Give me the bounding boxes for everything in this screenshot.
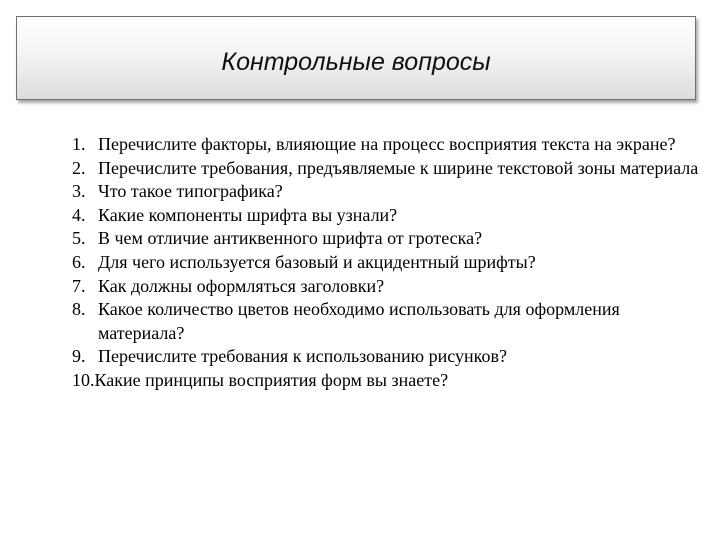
question-number: 5. — [72, 228, 86, 249]
questions-list — [72, 133, 702, 393]
question-text: Перечислите факторы, влияющие на процесс восприятия текста на экране? — [98, 134, 676, 154]
question-text: В чем отличие антиквенного шрифта от гротеска? — [98, 228, 483, 249]
question-number: 9. — [72, 346, 86, 367]
question-number: 3. — [72, 181, 86, 202]
question-item — [72, 157, 702, 181]
question-item — [72, 251, 702, 275]
title-box — [16, 16, 696, 100]
question-item — [72, 369, 702, 393]
question-text: Как должны оформляться заголовки? — [98, 275, 385, 296]
question-number: 8. — [72, 299, 86, 320]
question-number: 7. — [72, 275, 86, 296]
question-text: Перечислите требования к использованию рисунков? — [98, 346, 507, 367]
question-item — [72, 133, 702, 157]
slide-title: Контрольные вопросы — [221, 48, 491, 76]
question-item — [72, 204, 702, 228]
question-text: Перечислите требования, предъявляемые к ширине текстовой зоны материала — [98, 157, 699, 178]
question-number: 10. — [72, 369, 95, 390]
question-text: Какие компоненты шрифта вы узнали? — [98, 204, 398, 225]
question-text: Какое количество цветов необходимо использовать для оформления материала? — [98, 299, 620, 343]
question-number: 1. — [72, 134, 86, 154]
question-text: Что такое типографика? — [98, 181, 283, 202]
question-text: Какие принципы восприятия форм вы знаете? — [94, 369, 449, 390]
question-number: 6. — [72, 251, 86, 272]
question-item — [72, 298, 702, 345]
question-item — [72, 345, 702, 369]
question-item — [72, 227, 702, 251]
question-number: 4. — [72, 204, 86, 225]
question-item — [72, 275, 702, 299]
question-text: Для чего используется базовый и акцидентный шрифты? — [98, 251, 536, 272]
question-item — [72, 180, 702, 204]
question-number: 2. — [72, 157, 86, 178]
